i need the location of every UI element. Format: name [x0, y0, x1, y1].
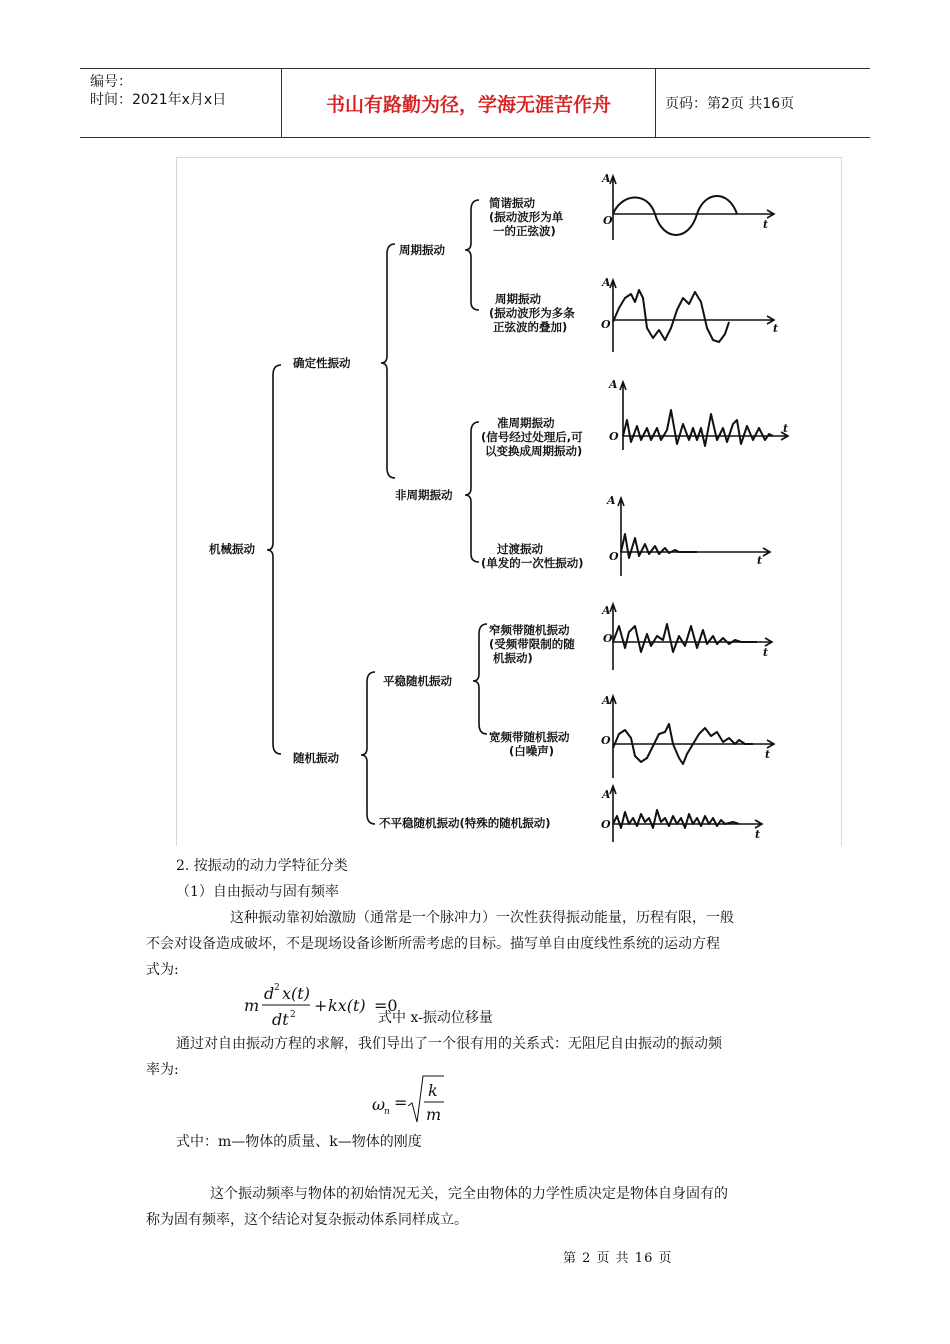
axis-o-2: O	[601, 318, 611, 331]
vibration-classification-figure	[176, 157, 842, 846]
leaf-5-line-2: (受频带限制的随	[489, 637, 575, 651]
label-periodic-complex	[489, 292, 575, 334]
axis-t-5: t	[763, 646, 769, 659]
label-nonperiodic: 非周期振动	[395, 488, 453, 502]
axis-o-1: O	[603, 214, 613, 227]
axis-a-4: A	[607, 494, 616, 507]
axis-5	[610, 604, 772, 670]
brace-periodic	[465, 200, 479, 310]
leaf-5-line-1: 窄频带随机振动	[489, 623, 570, 637]
eq2-omega: ω	[372, 1095, 386, 1114]
time-label: 时间：2021年x月x日	[90, 92, 227, 108]
leaf-3-line-2: (信号经过处理后,可	[481, 430, 583, 444]
brace-root	[267, 365, 281, 754]
label-periodic: 周期振动	[399, 243, 445, 257]
paragraph-3: 式中：m—物体的质量、k—物体的刚度	[176, 1134, 422, 1150]
axis-2	[610, 280, 774, 352]
eq2-sub-n: n	[384, 1107, 390, 1117]
leaf-1-line-1: 简谐振动	[489, 196, 535, 210]
axis-o-3: O	[609, 430, 619, 443]
axis-a-3: A	[609, 378, 618, 391]
label-quasi-periodic	[481, 416, 583, 458]
eq-plus: +	[314, 996, 328, 1015]
equation-1-note: 式中 x-振动位移量	[378, 1010, 493, 1026]
label-stationary-random: 平稳随机振动	[383, 674, 452, 688]
axis-o-5: O	[603, 632, 613, 645]
leaf-4-line-1: 过渡振动	[497, 542, 543, 556]
label-narrowband-random	[489, 623, 575, 665]
paragraph-2-line-2: 率为:	[146, 1062, 179, 1078]
label-nonstationary-random: 不平稳随机振动(特殊的随机振动)	[379, 816, 551, 830]
leaf-3-line-1: 准周期振动	[497, 416, 555, 430]
leaf-5-line-3: 机振动)	[493, 651, 533, 665]
axis-t-3: t	[783, 422, 789, 435]
paragraph-1-line-1: 这种振动靠初始激励（通常是一个脉冲力）一次性获得振动能量，历程有限，一般	[230, 910, 734, 926]
header-page-info: 页码：第2页 共16页	[665, 96, 795, 112]
label-mechanical-vibration: 机械振动	[209, 542, 255, 556]
paragraph-1-line-3: 式为:	[146, 962, 179, 978]
axis-4	[618, 498, 770, 576]
section-heading-2: 2. 按振动的动力学特征分类	[176, 858, 348, 874]
paragraph-4-line-1: 这个振动频率与物体的初始情况无关，完全由物体的力学性质决定是物体自身固有的	[210, 1186, 728, 1202]
paragraph-2-line-1: 通过对自由振动方程的求解，我们导出了一个很有用的关系式：无阻尼自由振动的振动频	[176, 1036, 722, 1052]
leaf-2-line-1: 周期振动	[495, 292, 541, 306]
leaf-2-line-3: 正弦波的叠加)	[493, 320, 568, 334]
axis-a-1: A	[602, 172, 611, 185]
leaf-6-line-1: 宽频带随机振动	[489, 730, 570, 744]
waveform-axes	[610, 176, 788, 842]
brace-nonperiodic	[465, 422, 479, 562]
eq-equals: =0	[374, 996, 398, 1015]
waveforms	[613, 196, 773, 828]
brace-deterministic	[381, 244, 395, 478]
leaf-3-line-3: 以变换成周期振动)	[485, 444, 583, 458]
eq-sup-2: 2	[274, 983, 280, 993]
axis-t-7: t	[755, 828, 761, 841]
label-transient	[481, 542, 584, 570]
axis-a-6: A	[602, 694, 611, 707]
axis-t-4: t	[757, 554, 763, 567]
axis-o-7: O	[601, 818, 611, 831]
page-header	[80, 68, 870, 138]
eq-numerator: d	[264, 984, 275, 1003]
eq2-m: m	[426, 1105, 442, 1124]
axis-a-7: A	[602, 788, 611, 801]
axis-a-2: A	[602, 276, 611, 289]
leaf-6-line-2: (白噪声)	[509, 744, 555, 758]
waveform-quasi-periodic	[623, 410, 773, 446]
eq-x-t: x(t)	[282, 984, 310, 1003]
subsection-heading-2-1: （1）自由振动与固有频率	[176, 884, 339, 900]
axis-t-1: t	[763, 218, 769, 231]
label-simple-harmonic	[489, 196, 563, 238]
leaf-1-line-3: 一的正弦波)	[493, 224, 556, 238]
equation-natural-frequency	[366, 1072, 456, 1130]
waveform-simple-harmonic	[613, 196, 737, 235]
eq2-equals: =	[394, 1093, 408, 1112]
axis-t-2: t	[773, 322, 779, 335]
paragraph-1-line-2: 不会对设备造成破坏，不是现场设备诊断所需考虑的目标。描写单自由度线性系统的运动方程	[146, 936, 720, 952]
label-random: 随机振动	[293, 751, 339, 765]
axis-a-5: A	[602, 604, 611, 617]
paragraph-4-line-2: 称为固有频率，这个结论对复杂振动体系同样成立。	[146, 1212, 468, 1228]
leaf-1-line-2: (振动波形为单	[489, 210, 564, 224]
page-footer: 第 2 页 共 16 页	[563, 1251, 673, 1266]
axis-6	[610, 696, 774, 778]
waveform-narrowband	[613, 624, 757, 652]
axis-7	[610, 786, 762, 842]
label-broadband-random	[489, 730, 570, 758]
brace-random	[361, 672, 375, 824]
axis-o-4: O	[609, 550, 619, 563]
axis-o-6: O	[601, 734, 611, 747]
axis-1	[610, 176, 774, 240]
eq-m: m	[244, 996, 260, 1015]
waveform-nonstationary	[613, 810, 739, 828]
waveform-transient	[621, 534, 697, 558]
leaf-4-line-2: (单发的一次性振动)	[481, 556, 584, 570]
eq2-k: k	[428, 1081, 438, 1100]
number-label: 编号：	[90, 74, 132, 90]
eq-kx: kx(t)	[328, 996, 366, 1015]
eq-denominator: dt	[272, 1010, 289, 1029]
tree-braces	[267, 200, 487, 824]
leaf-2-line-2: (振动波形为多条	[489, 306, 575, 320]
header-meta	[80, 69, 282, 137]
eq-sup-2b: 2	[290, 1010, 296, 1020]
axis-t-6: t	[765, 748, 771, 761]
header-motto: 书山有路勤为径，学海无涯苦作舟	[282, 69, 656, 137]
brace-stationary	[473, 624, 487, 734]
waveform-periodic-complex	[613, 290, 729, 342]
label-deterministic: 确定性振动	[293, 356, 351, 370]
